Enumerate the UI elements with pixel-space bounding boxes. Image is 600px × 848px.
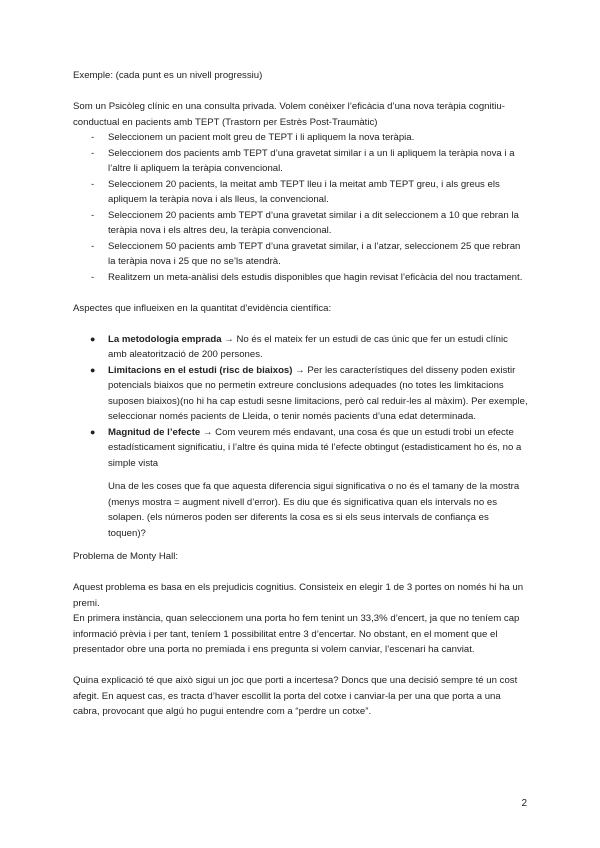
list-item — [73, 425, 528, 472]
bullet-icon: ● — [90, 364, 96, 375]
monty-paragraph-3: Quina explicació té que això sigui un joc que porti a incertesa? Doncs que una decisió sempre té un cost afegit. En aquest cas, es tracta d’haver escollit la porta del cotxe i canviar-la per una que porta a una cabra, provocant que algú ho pugui entendre com a “perdre un cotxe”. — [73, 675, 518, 717]
bullet-icon: ● — [90, 333, 96, 344]
aspects-title: Aspectes que influeixen en la quantitat d’evidència científica: — [73, 302, 332, 314]
list-item — [73, 363, 528, 425]
bullet-icon: ● — [90, 426, 96, 437]
page-number: 2 — [521, 798, 527, 809]
list-item-text: Seleccionem 20 pacients amb TEPT d’una gravetat similar i a dit seleccionem a 10 que rebran la teràpia nova i els altres deu, la teràpia convencional. — [108, 209, 519, 236]
list-item — [73, 208, 528, 239]
list-item — [73, 130, 528, 146]
list-item-text: Realitzem un meta-anàlisi dels estudis disponibles que hagin revisat l’eficàcia del nou tractament. — [108, 271, 523, 283]
aspect-term: Limitacions en el estudi (risc de biaixos) — [108, 364, 293, 376]
list-item-text: Seleccionem dos pacients amb TEPT d’una gravetat similar i a un li apliquem la teràpia nova i a l’altre li apliquem la teràpia convencional. — [108, 147, 515, 174]
aspect-text: → Per les característiques del disseny poden existir potencials biaixos que no permetin extreure conclusions adequades (no totes les limkitacions suposen biaixos)(no hi ha cap estudi sesne limitacions, però cal reduir-les al màxim). Per exemple, seleccionar només pacients de Lleida, o tenir només pacients d’una edat determinada. — [108, 364, 528, 422]
aspect-text: → No és el mateix fer un estudi de cas únic que fer un estudi clínic amb aleatorització de 200 persones. — [108, 333, 508, 360]
aspect-text: → Com veurem més endavant, una cosa és que un estudi trobi un efecte estadísticament significatiu, i l’altre és quina mida té l’efecte obtingut (estadisticament ho és, no a simple vista — [108, 426, 522, 469]
monty-paragraph-1: Aquest problema es basa en els prejudicis cognitius. Consisteix en elegir 1 de 3 portes on només hi ha un premi. — [73, 582, 524, 609]
dash-marker: - — [91, 209, 95, 221]
list-item-text: Seleccionem 50 pacients amb TEPT d’una gravetat similar, i a l’atzar, seleccionem 25 que rebran la teràpia nova i 25 que no se’ls atendrà. — [108, 240, 521, 267]
dash-marker: - — [91, 132, 95, 143]
monty-paragraph-2: En primera instància, quan seleccionem una porta ho fem tenint un 33,3% d’encert, ja que no teníem cap informació prèvia i per tant, teníem 1 possibilitat entre 3 d’encertar. No obstant, en el moment que el presentador obre una porta no premiada i ens pregunta si volem canviar, l’escenari ha canviat. — [73, 613, 520, 655]
list-item-text: Seleccionem 20 pacients, la meitat amb TEPT lleu i la meitat amb TEPT greu, i als greus els apliquem la teràpia nova i als lleus, la convencional. — [108, 178, 500, 205]
dash-marker: - — [91, 178, 95, 190]
list-item — [73, 177, 528, 208]
list-item — [73, 239, 528, 270]
aspect-term: Magnitud de l’efecte — [108, 426, 201, 438]
example-title: Exemple: (cada punt es un nivell progressiu) — [73, 70, 263, 81]
dash-marker: - — [91, 147, 95, 159]
list-item-text: Seleccionem un pacient molt greu de TEPT i li apliquem la nova teràpia. — [108, 132, 415, 143]
list-item — [73, 332, 528, 363]
intro-paragraph: Som un Psicòleg clínic en una consulta privada. Volem conèixer l’eficàcia d’una nova teràpia cognitiu-conductual en pacients amb TEPT (Trastorn per Estrès Post-Traumàtic) — [73, 101, 505, 128]
levels-list — [73, 130, 528, 285]
aspects-list — [73, 332, 528, 472]
aspects-note: Una de les coses que fa que aquesta diferencia sigui significativa o no és el tamany de la mostra (menys mostra = augment nivell d’error). Es diu que és significativa quan els intervals no es solapen. (els números poden ser diferents la cosa es si els seus intervals de confiança es toquen)? — [108, 481, 520, 539]
aspect-term: La metodologia emprada — [108, 333, 222, 345]
page-content — [73, 68, 528, 720]
dash-marker: - — [91, 271, 95, 283]
list-item — [73, 146, 528, 177]
dash-marker: - — [91, 240, 95, 252]
list-item — [73, 270, 528, 286]
monty-hall-title: Problema de Monty Hall: — [73, 551, 179, 562]
